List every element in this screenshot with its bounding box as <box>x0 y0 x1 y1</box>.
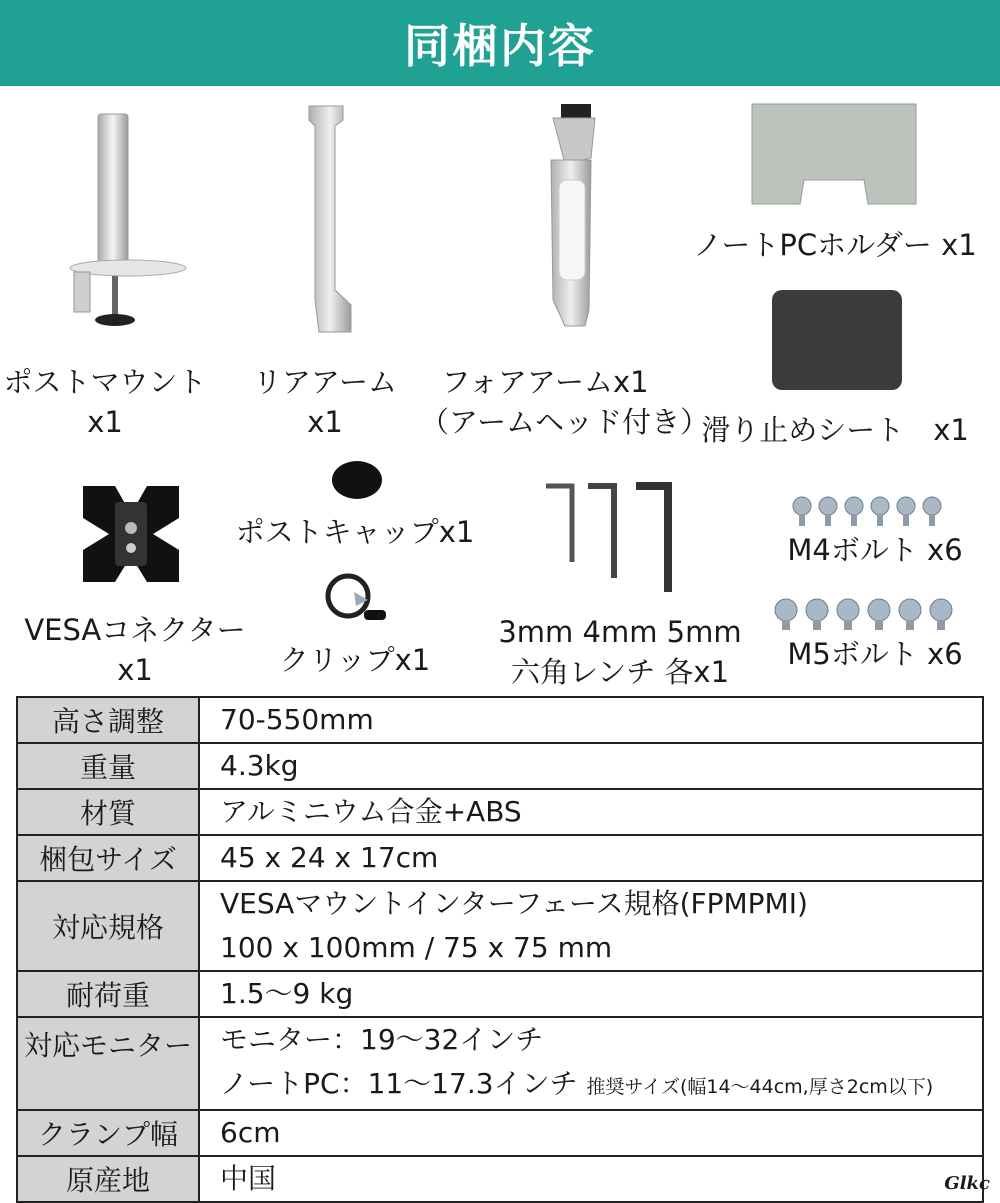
clip-label: クリップx1 <box>279 643 431 677</box>
spec-value: モニター：19～32インチ ノートPC：11～17.3インチ 推奨サイズ(幅14～44cm,厚さ2cm以下) <box>199 1017 983 1110</box>
spec-key: クランプ幅 <box>17 1110 199 1156</box>
m4-bolt-image <box>790 494 950 528</box>
spec-key: 材質 <box>17 789 199 835</box>
header-banner <box>0 0 1000 86</box>
spec-row-origin <box>17 1156 983 1202</box>
spec-key: 原産地 <box>17 1156 199 1202</box>
post-mount-image <box>60 110 180 340</box>
spec-key: 対応規格 <box>17 881 199 971</box>
spec-value: 6cm <box>199 1110 983 1156</box>
spec-value: アルミニウム合金+ABS <box>199 789 983 835</box>
vesa-connector-label: VESAコネクター x1 <box>24 613 246 687</box>
laptop-holder-label: ノートPCホルダー x1 <box>693 228 977 262</box>
spec-key: 高さ調整 <box>17 697 199 743</box>
nonslip-sheet-label: 滑り止めシート x1 <box>701 413 969 447</box>
spec-row-height <box>17 697 983 743</box>
post-cap-image <box>330 460 384 502</box>
spec-key: 梱包サイズ <box>17 835 199 881</box>
spec-key: 対応モニター <box>17 1017 199 1110</box>
laptop-holder-image <box>748 100 920 210</box>
spec-value: 70-550mm <box>199 697 983 743</box>
post-cap-label: ポストキャップx1 <box>235 515 475 549</box>
spec-value: 1.5～9 kg <box>199 971 983 1017</box>
spec-value: VESAマウントインターフェース規格(FPMPMI) 100 x 100mm / 75 x 75 mm <box>199 881 983 971</box>
spec-key: 重量 <box>17 743 199 789</box>
nonslip-sheet-image <box>770 288 904 393</box>
m5-bolt-image <box>772 596 962 632</box>
recommended-size-note: 推奨サイズ(幅14～44cm,厚さ2cm以下) <box>586 1076 934 1098</box>
hex-wrench-image <box>540 480 680 598</box>
spec-row-package-size <box>17 835 983 881</box>
post-mount-label: ポストマウント x1 <box>3 365 207 439</box>
spec-row-clamp-width <box>17 1110 983 1156</box>
spec-row-load <box>17 971 983 1017</box>
hex-wrench-label: 3mm 4mm 5mm 六角レンチ 各x1 <box>498 615 742 689</box>
spec-row-monitor <box>17 1017 983 1110</box>
fore-arm-label: フォアアームx1 （アームヘッド付き） <box>420 365 710 439</box>
m4-bolt-label: M4ボルト x6 <box>787 533 963 567</box>
spec-row-weight <box>17 743 983 789</box>
spec-value: 45 x 24 x 17cm <box>199 835 983 881</box>
spec-value: 4.3kg <box>199 743 983 789</box>
rear-arm-label: リアアーム x1 <box>252 365 398 439</box>
spec-row-material <box>17 789 983 835</box>
brand-signature: Glkc <box>944 1173 990 1194</box>
spec-table <box>16 696 984 1203</box>
spec-key: 耐荷重 <box>17 971 199 1017</box>
vesa-connector-image <box>75 478 187 590</box>
spec-row-standard <box>17 881 983 971</box>
rear-arm-image <box>295 100 365 340</box>
spec-value: 中国 <box>199 1156 983 1202</box>
page-title: 同梱内容 <box>404 19 596 73</box>
clip-image <box>318 570 392 630</box>
fore-arm-image <box>525 100 615 340</box>
m5-bolt-label: M5ボルト x6 <box>787 637 963 671</box>
